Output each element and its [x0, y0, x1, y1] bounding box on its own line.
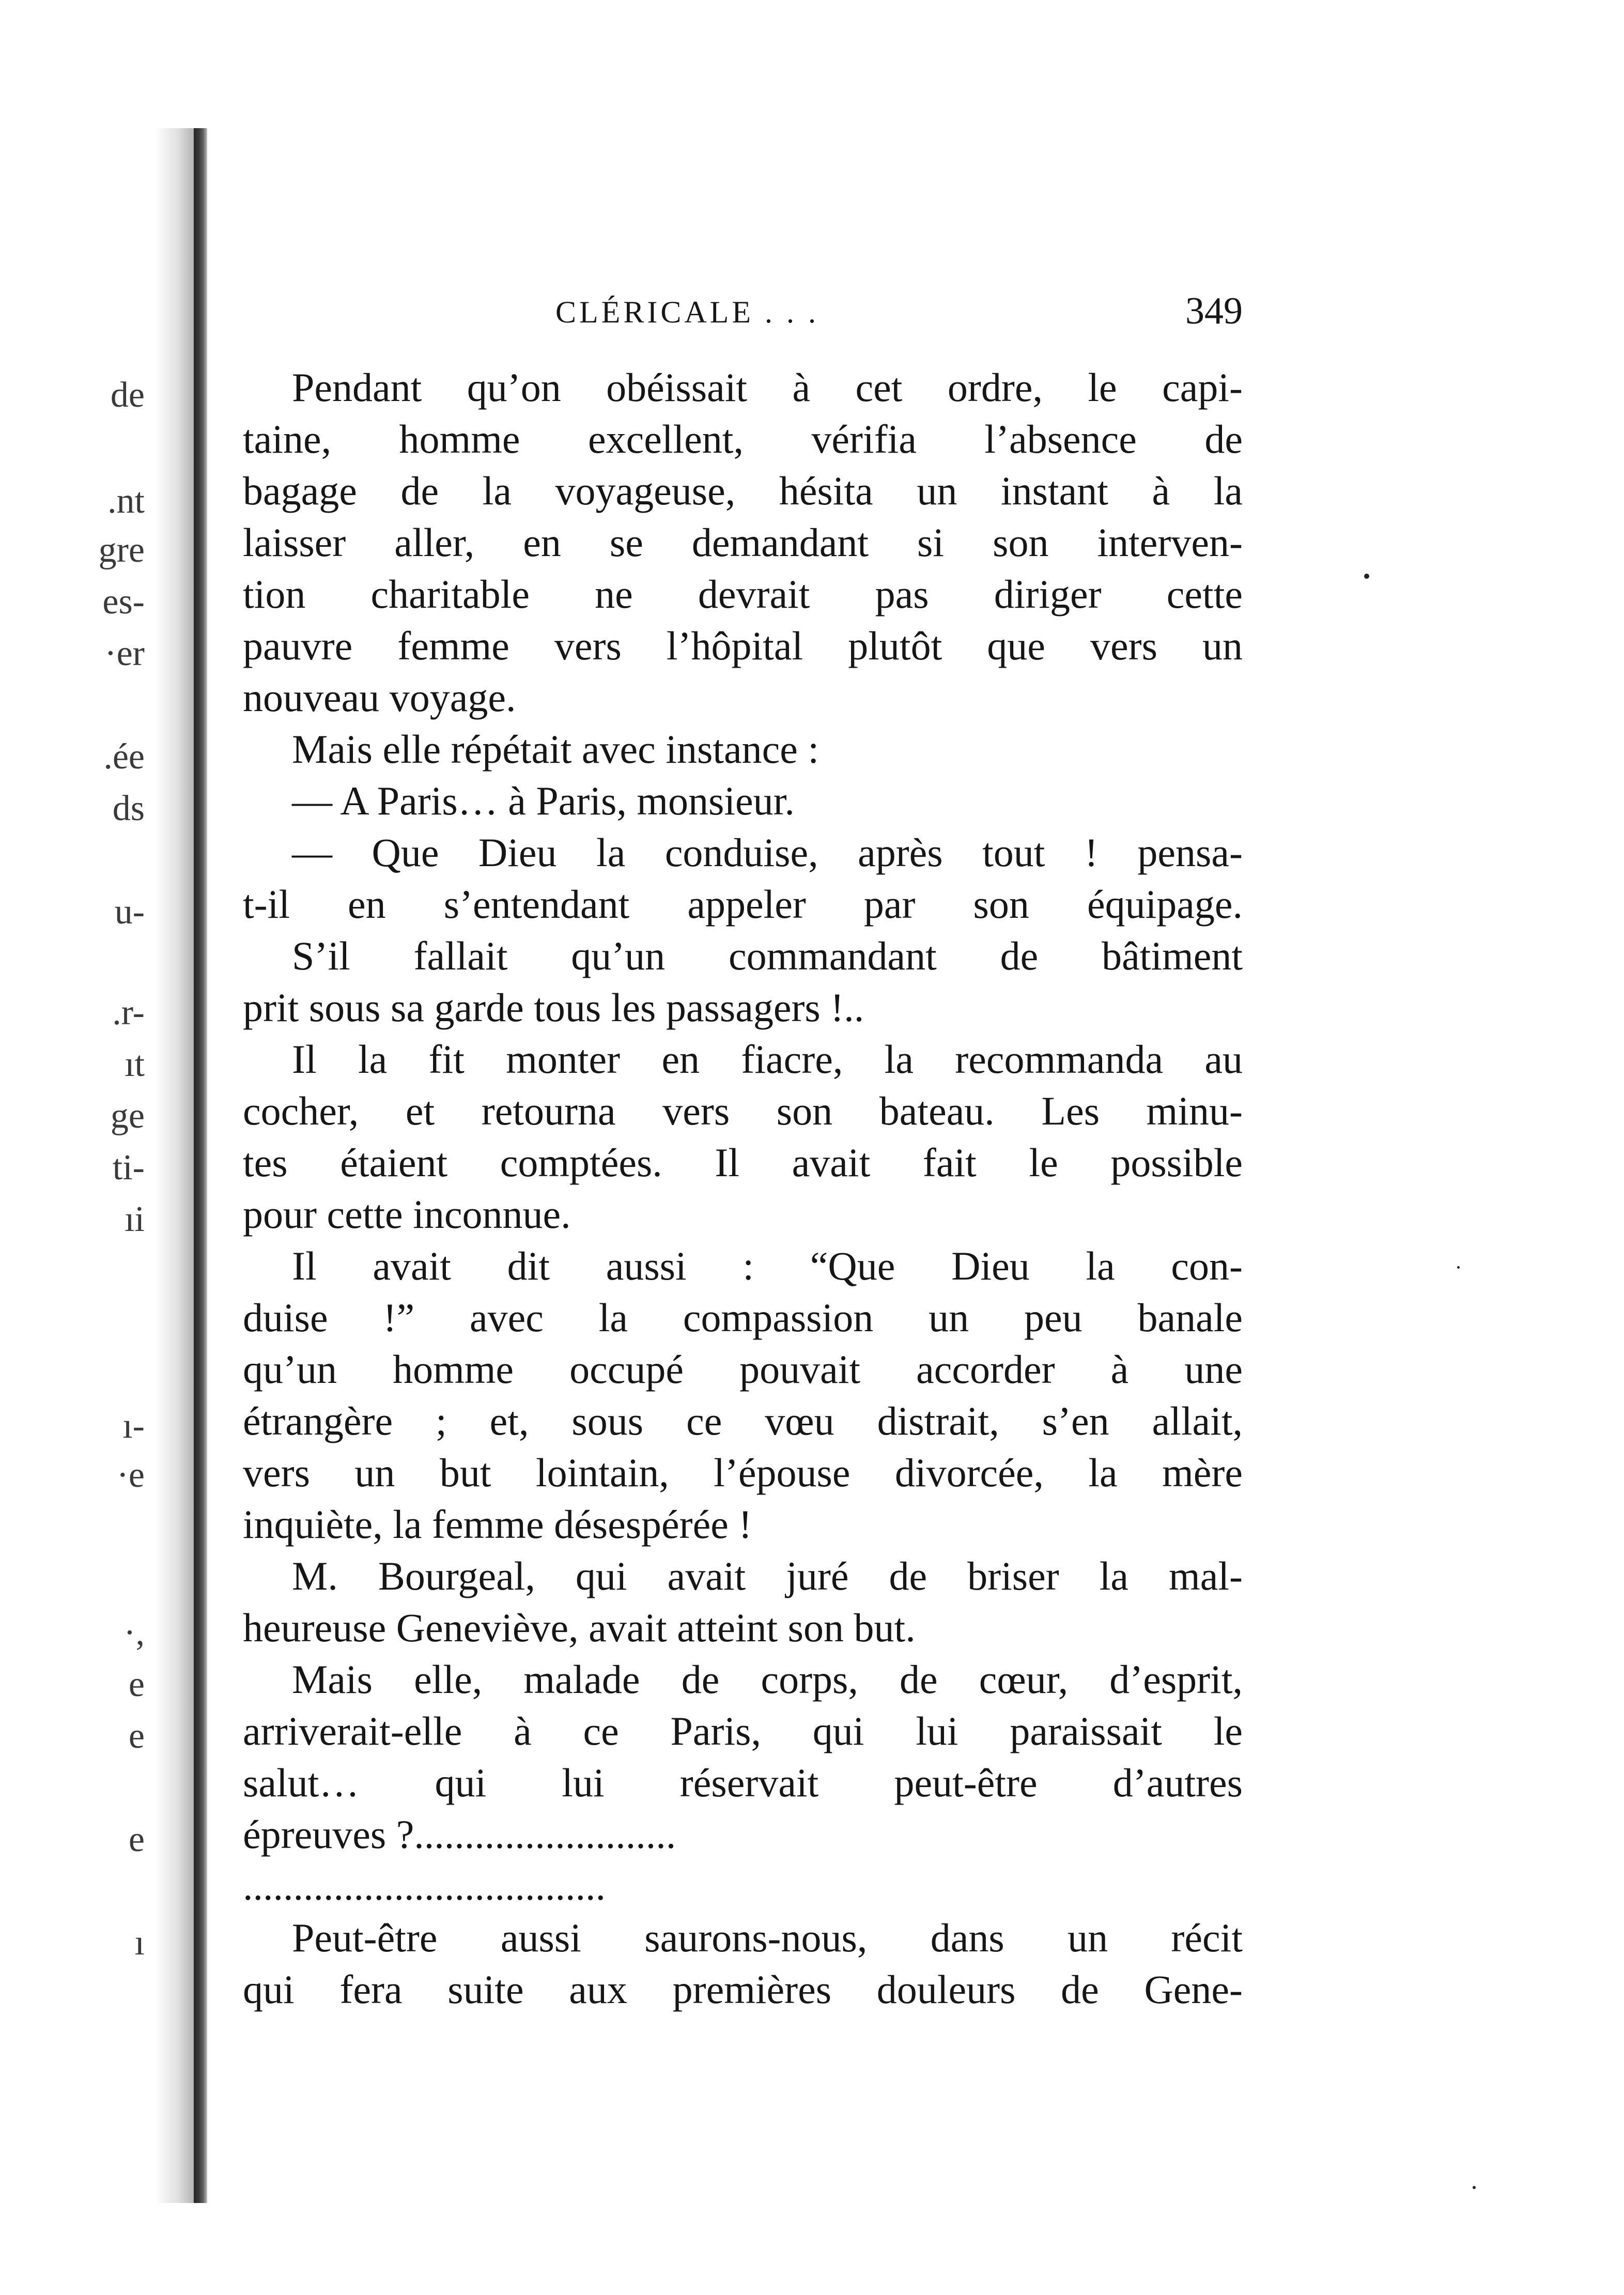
margin-fragment: es-: [102, 582, 145, 622]
margin-fragment: .r-: [112, 993, 145, 1033]
text-line: duise !” avec la compassion un peu banale: [243, 1295, 1243, 1340]
margin-fragment: ge: [110, 1096, 145, 1136]
margin-fragment: e: [128, 1665, 145, 1704]
text-line: qui fera suite aux premières douleurs de Gene-: [243, 1967, 1243, 2012]
margin-fragment: e: [128, 1820, 145, 1859]
margin-fragment: ·e: [116, 1455, 145, 1495]
text-line: M. Bourgeal, qui avait juré de briser la mal-: [292, 1553, 1243, 1598]
binding-shadow: [155, 128, 194, 2203]
body-text: [243, 362, 1243, 2015]
text-line: ....................................: [243, 1863, 606, 1908]
text-line: pour cette inconnue.: [243, 1192, 571, 1237]
margin-fragment: u-: [114, 892, 145, 932]
text-line: Mais elle, malade de corps, de cœur, d’esprit,: [292, 1657, 1243, 1702]
text-line: Mais elle répétait avec instance :: [292, 727, 819, 772]
text-line: — Que Dieu la conduise, après tout ! pensa-: [292, 830, 1243, 875]
scan-speck: [1473, 2186, 1476, 2189]
text-line: heureuse Geneviève, avait atteint son but.: [243, 1605, 916, 1650]
margin-fragment: ıt: [125, 1044, 145, 1084]
margin-fragment: .nt: [107, 481, 145, 521]
text-line: Pendant qu’on obéissait à cet ordre, le capi-: [292, 365, 1243, 410]
text-line: Il la fit monter en fiacre, la recommanda au: [292, 1037, 1243, 1082]
text-line: vers un but lointain, l’épouse divorcée, la mère: [243, 1450, 1243, 1495]
margin-fragment: ·,: [123, 1613, 145, 1653]
margin-fragment: de: [110, 375, 145, 415]
text-line: qu’un homme occupé pouvait accorder à une: [243, 1347, 1243, 1392]
margin-fragment: ı-: [122, 1406, 145, 1446]
page-number: 349: [1185, 290, 1243, 332]
text-line: taine, homme excellent, vérifia l’absence de: [243, 417, 1243, 461]
text-line: étrangère ; et, sous ce vœu distrait, s’en allait,: [243, 1398, 1243, 1443]
text-line: cocher, et retourna vers son bateau. Les minu-: [243, 1088, 1243, 1133]
text-line: laisser aller, en se demandant si son interven-: [243, 520, 1243, 565]
page-header: [555, 289, 1243, 331]
text-line: — A Paris… à Paris, monsieur.: [292, 778, 795, 823]
margin-fragment: ıi: [125, 1199, 145, 1239]
text-line: S’il fallait qu’un commandant de bâtiment: [292, 933, 1243, 978]
page-binding: [194, 128, 207, 2203]
margin-fragment: gre: [98, 530, 145, 570]
margin-fragment: ı: [134, 1923, 145, 1963]
text-line: tes étaient comptées. Il avait fait le possible: [243, 1140, 1243, 1185]
margin-fragment: ti-: [112, 1148, 145, 1188]
text-line: Peut-être aussi saurons-nous, dans un récit: [292, 1915, 1243, 1960]
text-line: inquiète, la femme désespérée !: [243, 1502, 752, 1547]
running-title: CLÉRICALE . . .: [555, 295, 819, 329]
text-line: t-il en s’entendant appeler par son équipage.: [243, 882, 1243, 927]
margin-fragment: .ée: [103, 737, 145, 777]
text-line: nouveau voyage.: [243, 675, 516, 720]
margin-fragment: e: [128, 1716, 145, 1756]
margin-fragment: ds: [112, 789, 145, 828]
text-line: épreuves ?..........................: [243, 1812, 676, 1857]
text-line: arriverait-elle à ce Paris, qui lui paraissait le: [243, 1708, 1243, 1753]
scan-speck: [1457, 1266, 1460, 1269]
text-line: bagage de la voyageuse, hésita un instant à la: [243, 468, 1243, 513]
margin-fragment: ·er: [104, 634, 145, 673]
text-line: pauvre femme vers l’hôpital plutôt que vers un: [243, 623, 1243, 668]
text-line: salut… qui lui réservait peut-être d’autres: [243, 1760, 1243, 1805]
text-line: prit sous sa garde tous les passagers !..: [243, 985, 864, 1030]
text-line: Il avait dit aussi : “Que Dieu la con-: [292, 1243, 1243, 1288]
text-line: tion charitable ne devrait pas diriger cette: [243, 572, 1243, 617]
scan-speck: [1364, 574, 1369, 579]
